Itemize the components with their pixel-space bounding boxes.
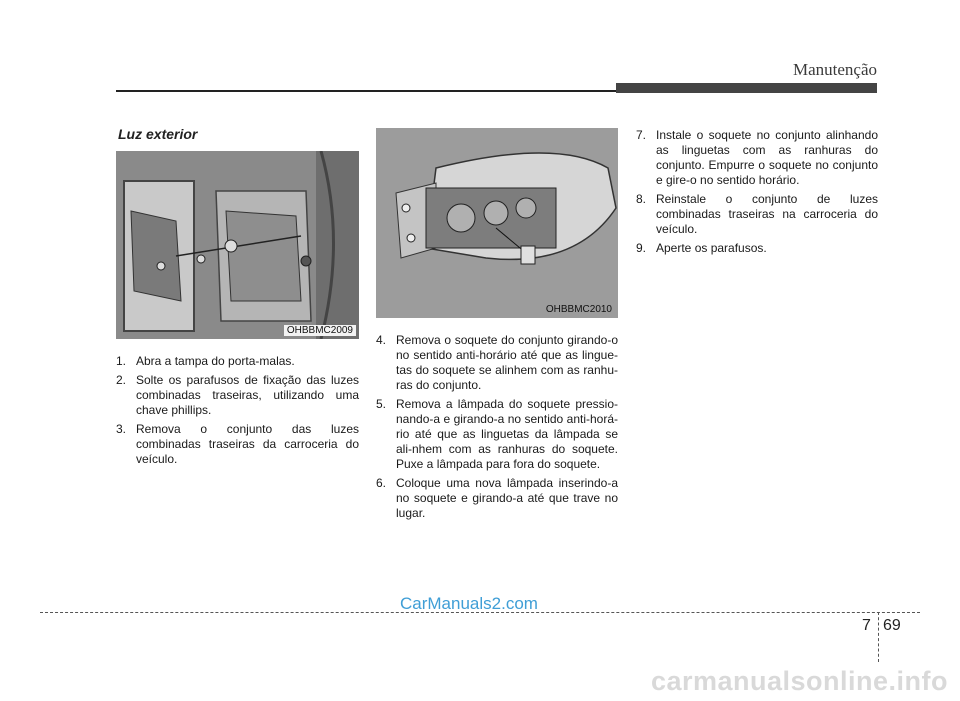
step-text: Remova o soquete do conjunto girando-o no sentido anti-horário até que as lingue-tas do soquete se alinhem com as ranhu-ras do conjunto. — [396, 333, 618, 392]
header-rule-bar — [616, 83, 877, 93]
step-item — [116, 373, 359, 418]
step-number: 1. — [116, 354, 127, 368]
step-number: 5. — [376, 397, 387, 411]
watermark-carmanuals2: CarManuals2.com — [400, 594, 538, 613]
watermark-carmanualsonline: carmanualsonline.info — [650, 666, 948, 696]
lamp-socket-illustration — [376, 128, 618, 318]
figure-code: OHBBMC2009 — [284, 325, 356, 336]
step-item — [636, 192, 878, 237]
step-item — [376, 397, 618, 472]
step-text: Reinstale o conjunto de luzes combinadas traseiras na carroceria do veículo. — [656, 192, 878, 236]
rear-lamp-illustration — [116, 151, 359, 339]
figure-lamp-socket — [376, 128, 618, 318]
step-number: 7. — [636, 128, 647, 142]
step-number: 9. — [636, 241, 647, 255]
steps-column-3 — [636, 128, 878, 260]
page-number-divider — [878, 612, 879, 662]
step-item — [376, 476, 618, 521]
page-number: 69 — [883, 617, 901, 634]
step-text: Instale o soquete no conjunto alinhando as linguetas com as ranhuras do conjunto. Empurre o soquete no conjunto e gire-o no sentido horário. — [656, 128, 878, 187]
step-text: Abra a tampa do porta-malas. — [136, 354, 295, 368]
step-number: 8. — [636, 192, 647, 206]
step-item — [376, 333, 618, 393]
section-title: Luz exterior — [118, 126, 198, 142]
step-number: 6. — [376, 476, 387, 490]
steps-column-1 — [116, 354, 359, 471]
steps-column-2 — [376, 333, 618, 525]
step-text: Aperte os parafusos. — [656, 241, 767, 255]
header-rule — [116, 90, 616, 92]
step-item — [116, 354, 359, 369]
step-text: Remova o conjunto das luzes combinadas traseiras da carroceria do veículo. — [136, 422, 359, 466]
step-item — [636, 241, 878, 256]
step-number: 2. — [116, 373, 127, 387]
step-text: Solte os parafusos de fixação das luzes combinadas traseiras, utilizando uma chave phillips. — [136, 373, 359, 417]
figure-rear-lamp-screws — [116, 151, 359, 339]
figure-code: OHBBMC2010 — [545, 304, 612, 315]
step-item — [116, 422, 359, 467]
step-number: 3. — [116, 422, 127, 436]
chapter-number: 7 — [862, 617, 871, 634]
footer-rule — [40, 612, 920, 613]
step-item — [636, 128, 878, 188]
step-number: 4. — [376, 333, 387, 347]
step-text: Remova a lâmpada do soquete pressio-nando-a e girando-a no sentido anti-horá-rio até que as linguetas da lâmpada se ali-nhem com as ranhuras do soquete. Puxe a lâmpada para fora do soquete. — [396, 397, 618, 471]
step-text: Coloque uma nova lâmpada inserindo-a no soquete e girando-a até que trave no lugar. — [396, 476, 618, 520]
page-header-title: Manutenção — [792, 60, 877, 79]
